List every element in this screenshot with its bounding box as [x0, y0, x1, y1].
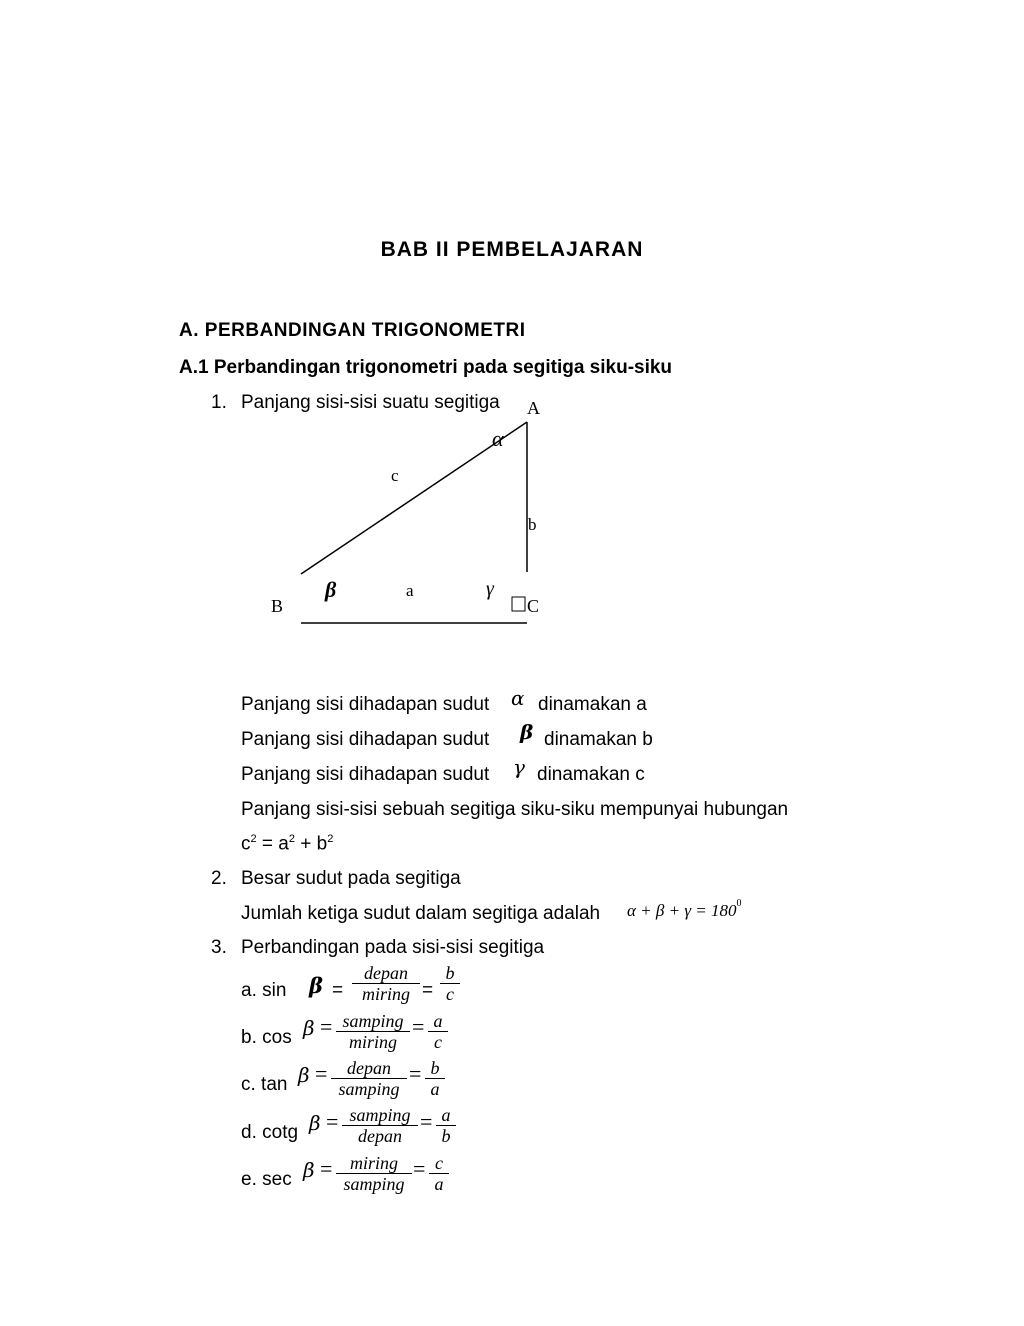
- ratio-sin-eq2: =: [422, 980, 434, 1001]
- vertex-c-label: C: [527, 596, 540, 616]
- ratio-cotg-den1: depan: [342, 1125, 418, 1146]
- ratio-cotg-frac2: [436, 1105, 456, 1146]
- ratio-cotg-label: d. cotg: [241, 1122, 299, 1143]
- ratio-cos-den1: miring: [336, 1031, 410, 1052]
- gamma-angle-label: γ: [486, 578, 494, 600]
- degree-exp: 0: [736, 898, 742, 910]
- ratio-tan-frac2: [425, 1058, 445, 1099]
- sides-line2-text: Panjang sisi dihadapan sudut: [241, 729, 490, 750]
- item1-number: 1.: [211, 392, 227, 413]
- sides-line3-text: Panjang sisi dihadapan sudut: [241, 764, 490, 785]
- angle-sum-expression: α + β + γ = 180: [627, 901, 737, 920]
- ratio-tan-eq2: =: [409, 1061, 422, 1086]
- ratio-tan-label: c. tan: [241, 1074, 288, 1095]
- item2-text: Besar sudut pada segitiga: [241, 868, 461, 889]
- ratio-sin-label: a. sin: [241, 980, 287, 1001]
- ratio-sin-eq1: =: [332, 980, 344, 1001]
- ratio-cos-den2: c: [428, 1031, 448, 1052]
- subsection-heading: A.1 Perbandingan trigonometri pada segitiga siku-siku: [179, 357, 673, 378]
- ratio-sin-frac2: [440, 963, 460, 1004]
- pyth-exp-2: 2: [288, 833, 295, 845]
- pyth-c: c: [241, 833, 251, 855]
- ratio-sin-beta: β: [309, 973, 323, 998]
- ratio-tan-num2: b: [430, 1058, 440, 1078]
- ratio-cos-label: b. cos: [241, 1027, 292, 1048]
- ratio-sec-den1: samping: [336, 1173, 412, 1194]
- ratio-sin-den2: c: [440, 983, 460, 1004]
- ratio-cos-eq1: =: [320, 1014, 333, 1039]
- ratio-cos-num1: samping: [342, 1011, 404, 1031]
- ratio-cotg-beta: β: [309, 1111, 321, 1135]
- ratio-sin-num2: b: [445, 963, 455, 983]
- vertex-a-label: A: [527, 398, 540, 418]
- ratio-cotg-eq1: =: [326, 1109, 339, 1134]
- ratio-tan-den2: a: [425, 1078, 445, 1099]
- ratio-cos-frac1: [336, 1011, 410, 1052]
- sides-line1-text: Panjang sisi dihadapan sudut: [241, 694, 490, 715]
- alpha-angle-label: α: [492, 426, 504, 451]
- ratio-cotg-eq2: =: [420, 1109, 433, 1134]
- ratio-sin-frac1: [352, 963, 420, 1004]
- item3-text: Perbandingan pada sisi-sisi segitiga: [241, 937, 545, 958]
- right-angle-box: [512, 597, 525, 611]
- beta-angle-label: β: [325, 577, 337, 602]
- ratio-tan-num1: depan: [347, 1058, 391, 1078]
- ratio-cos-num2: a: [433, 1011, 443, 1031]
- ratio-sec-label: e. sec: [241, 1169, 292, 1190]
- side-c-label: c: [391, 466, 399, 485]
- ratio-cos-beta: β: [303, 1016, 315, 1040]
- ratio-cotg-frac1: [342, 1105, 418, 1146]
- ratio-cotg-num2: a: [441, 1105, 451, 1125]
- ratio-sec-eq2: =: [413, 1156, 426, 1181]
- ratio-cotg-num1: samping: [349, 1105, 411, 1125]
- beta-symbol: β: [520, 720, 534, 744]
- pyth-eq-a: = a: [261, 833, 289, 855]
- page-title: BAB II PEMBELAJARAN: [380, 238, 644, 261]
- side-a-label: a: [406, 581, 414, 600]
- ratio-sin-den1: miring: [352, 983, 420, 1004]
- pyth-exp-3: 2: [327, 833, 334, 845]
- item1-text: Panjang sisi-sisi suatu segitiga: [241, 392, 500, 413]
- vertex-b-label: B: [271, 596, 284, 616]
- sides-relation-text: Panjang sisi-sisi sebuah segitiga siku-siku mempunyai hubungan: [241, 799, 789, 820]
- ratio-sec-num2: c: [435, 1153, 443, 1173]
- ratio-cos-frac2: [428, 1011, 448, 1052]
- side-b-label: b: [528, 515, 537, 534]
- sides-line3-suffix: dinamakan c: [537, 764, 645, 785]
- pyth-plus-b: + b: [300, 833, 328, 855]
- ratio-sec-eq1: =: [320, 1156, 333, 1181]
- ratio-sec-frac2: [429, 1153, 449, 1194]
- alpha-symbol: α: [511, 686, 525, 710]
- ratio-tan-frac1: [331, 1058, 407, 1099]
- ratio-cotg-den2: b: [436, 1125, 456, 1146]
- ratio-sin-num1: depan: [364, 963, 408, 983]
- item3-number: 3.: [211, 937, 227, 958]
- pythagoras-formula: [241, 833, 333, 855]
- ratio-tan-beta: β: [298, 1063, 310, 1087]
- angle-sum-formula: [627, 898, 742, 921]
- item2-number: 2.: [211, 868, 227, 889]
- ratio-sec-den2: a: [429, 1173, 449, 1194]
- ratio-cos-eq2: =: [412, 1014, 425, 1039]
- gamma-symbol: γ: [513, 755, 525, 779]
- ratio-sec-num1: miring: [349, 1153, 398, 1173]
- triangle-figure: [0, 0, 1024, 650]
- section-heading: A. PERBANDINGAN TRIGONOMETRI: [179, 320, 526, 341]
- ratio-sec-frac1: [336, 1153, 412, 1194]
- ratio-tan-eq1: =: [315, 1061, 328, 1086]
- pyth-exp-1: 2: [250, 833, 257, 845]
- angle-sum-text: Jumlah ketiga sudut dalam segitiga adalah: [241, 903, 601, 924]
- ratio-tan-den1: samping: [331, 1078, 407, 1099]
- sides-line1-suffix: dinamakan a: [538, 694, 647, 715]
- ratio-sec-beta: β: [303, 1158, 315, 1182]
- sides-line2-suffix: dinamakan b: [544, 729, 653, 750]
